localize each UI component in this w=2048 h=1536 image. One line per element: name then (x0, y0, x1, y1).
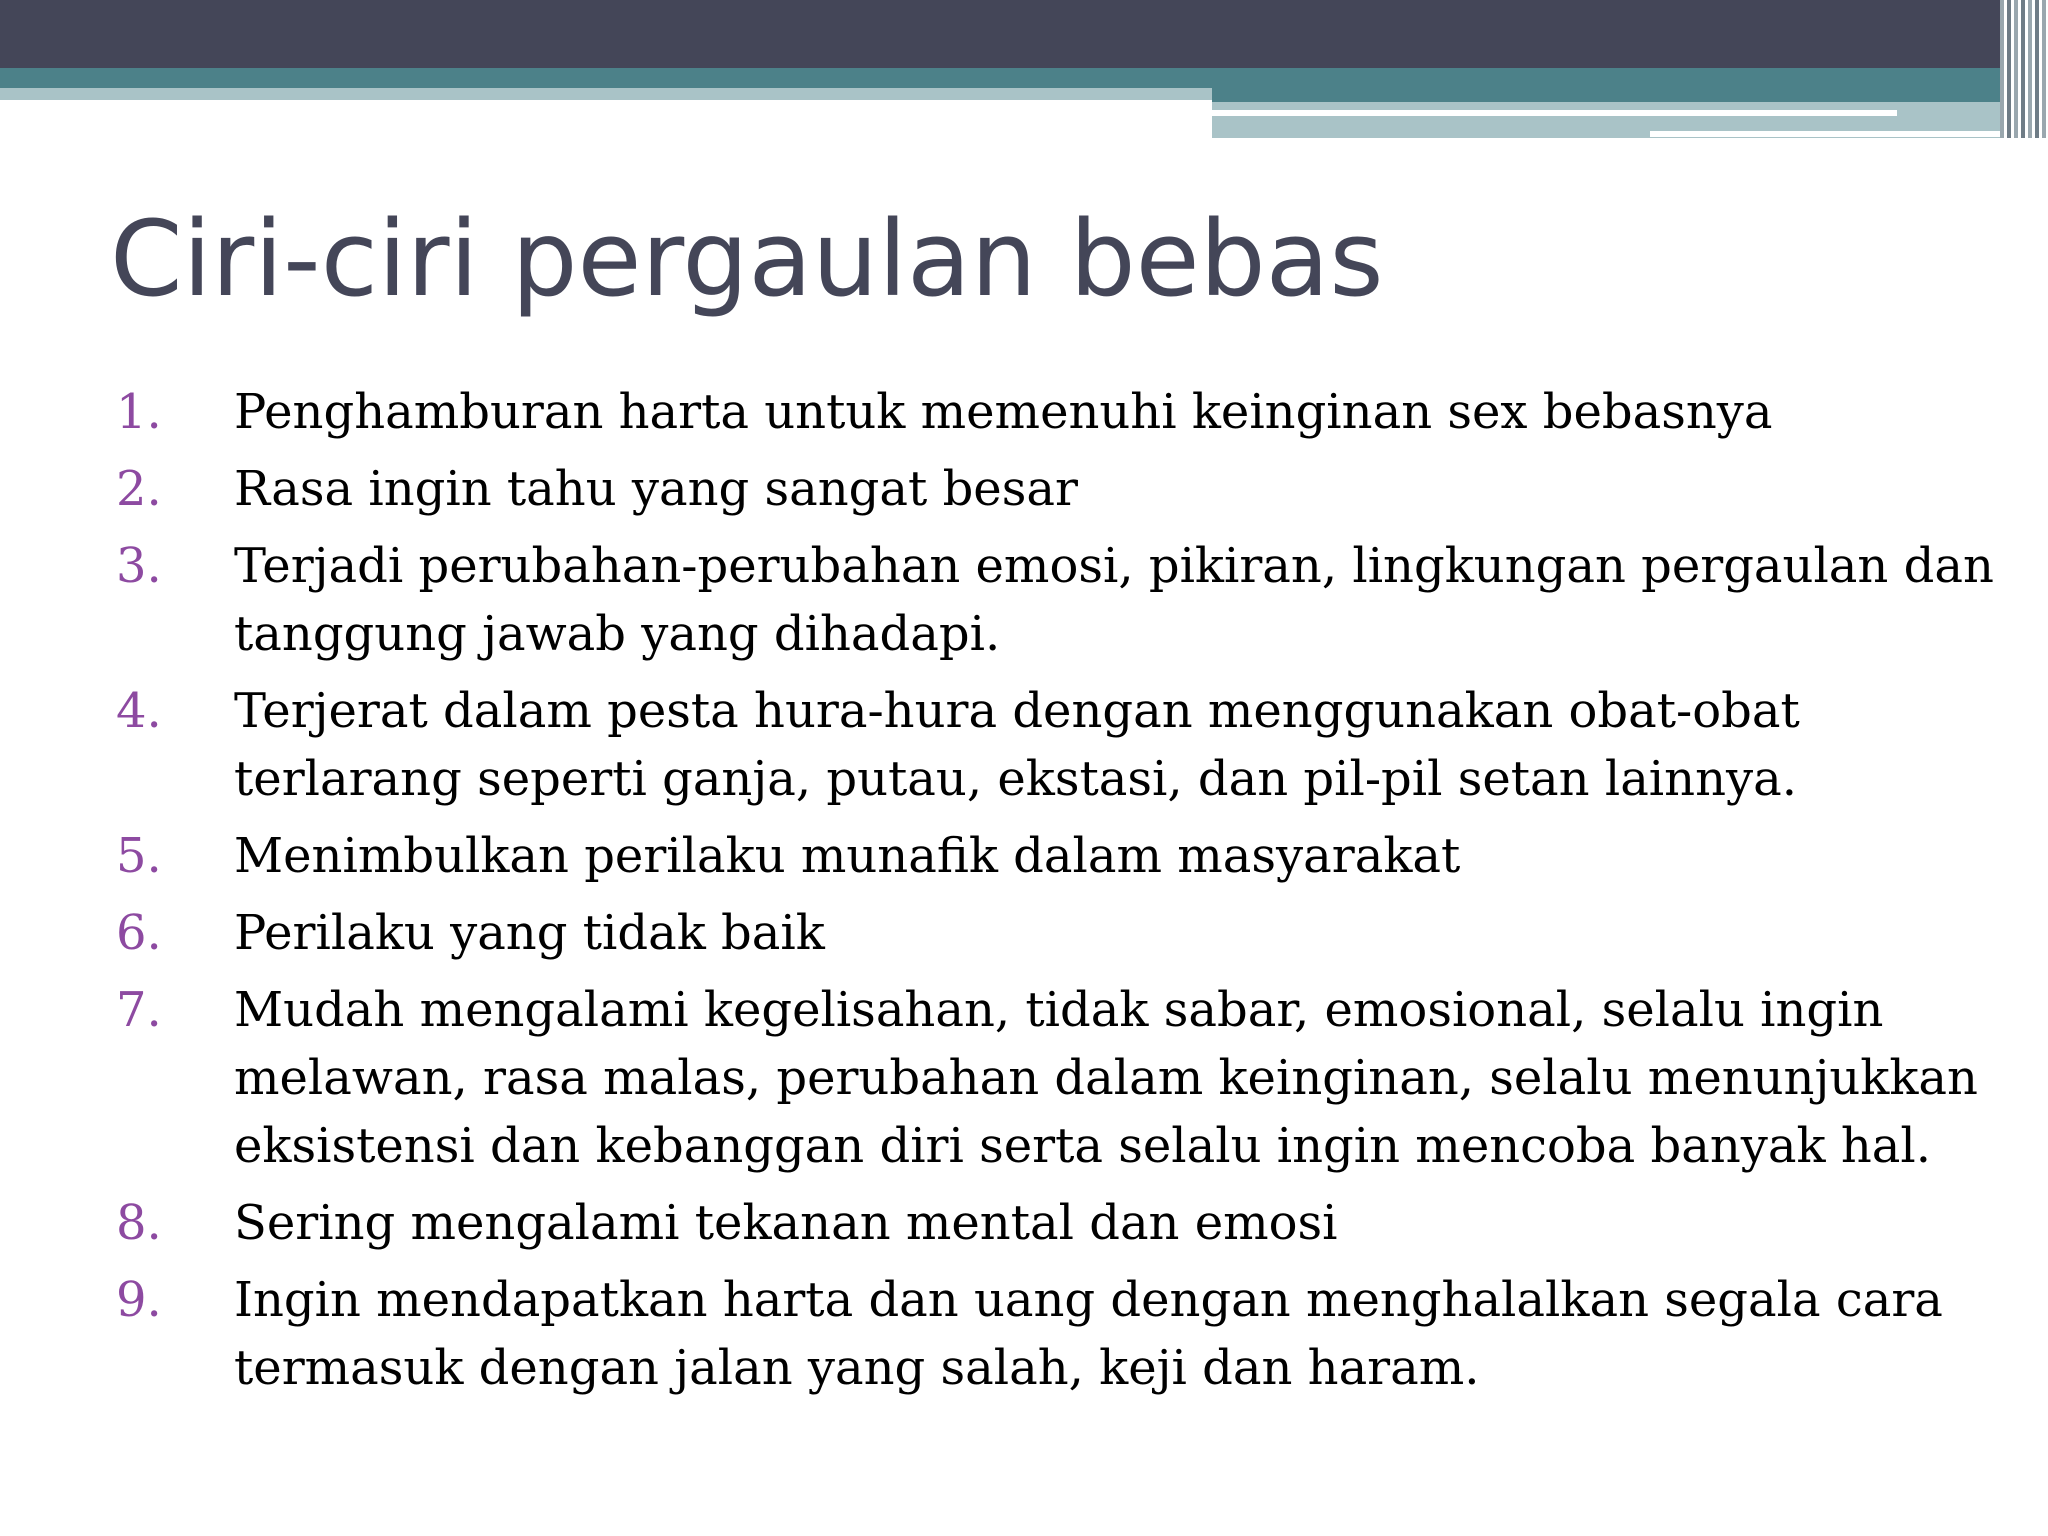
header-accent-line (1212, 110, 1897, 116)
list-item (116, 677, 1996, 813)
header-dark-band (0, 0, 2048, 68)
list-item-text: Penghamburan harta untuk memenuhi keinginan sex bebasnya (234, 384, 1773, 440)
slide-title: Ciri-ciri pergaulan bebas (110, 198, 1384, 320)
list-item-text: Sering mengalami tekanan mental dan emosi (234, 1195, 1338, 1251)
characteristics-list (116, 378, 1996, 1411)
list-item-text: Menimbulkan perilaku munafik dalam masyarakat (234, 828, 1461, 884)
list-item-number: 9. (116, 1272, 162, 1328)
list-item (116, 455, 1996, 523)
list-item-text: Terjadi perubahan-perubahan emosi, pikiran, lingkungan pergaulan dan tanggung jawab yang dihadapi. (234, 538, 1994, 662)
list-item-number: 2. (116, 461, 162, 517)
list-item-number: 7. (116, 982, 162, 1038)
list-item-number: 3. (116, 538, 162, 594)
list-item (116, 1266, 1996, 1402)
header-edge-stripes (2000, 0, 2048, 138)
list-item-number: 5. (116, 828, 162, 884)
header-light-band (0, 88, 1212, 100)
list-item (116, 532, 1996, 668)
list-item-text: Rasa ingin tahu yang sangat besar (234, 461, 1078, 517)
list-item (116, 378, 1996, 446)
header-accent-line-short (1650, 131, 2048, 137)
list-item (116, 822, 1996, 890)
list-item (116, 899, 1996, 967)
list-item (116, 1189, 1996, 1257)
list-item-number: 6. (116, 905, 162, 961)
list-item-number: 4. (116, 683, 162, 739)
list-item-number: 8. (116, 1195, 162, 1251)
list-item-text: Perilaku yang tidak baik (234, 905, 825, 961)
header-right-teal-band (1212, 88, 2048, 102)
header-teal-band (0, 68, 2048, 88)
list-item-text: Ingin mendapatkan harta dan uang dengan menghalalkan segala cara termasuk dengan jalan yang salah, keji dan haram. (234, 1272, 1943, 1396)
list-item-number: 1. (116, 384, 162, 440)
list-item-text: Terjerat dalam pesta hura-hura dengan menggunakan obat-obat terlarang seperti ganja, putau, ekstasi, dan pil-pil setan lainnya. (234, 683, 1800, 807)
list-item (116, 976, 1996, 1180)
list-item-text: Mudah mengalami kegelisahan, tidak sabar, emosional, selalu ingin melawan, rasa malas, perubahan dalam keinginan, selalu menunjukkan eksistensi dan kebanggan diri serta selalu ingin mencoba banyak hal. (234, 982, 1978, 1174)
